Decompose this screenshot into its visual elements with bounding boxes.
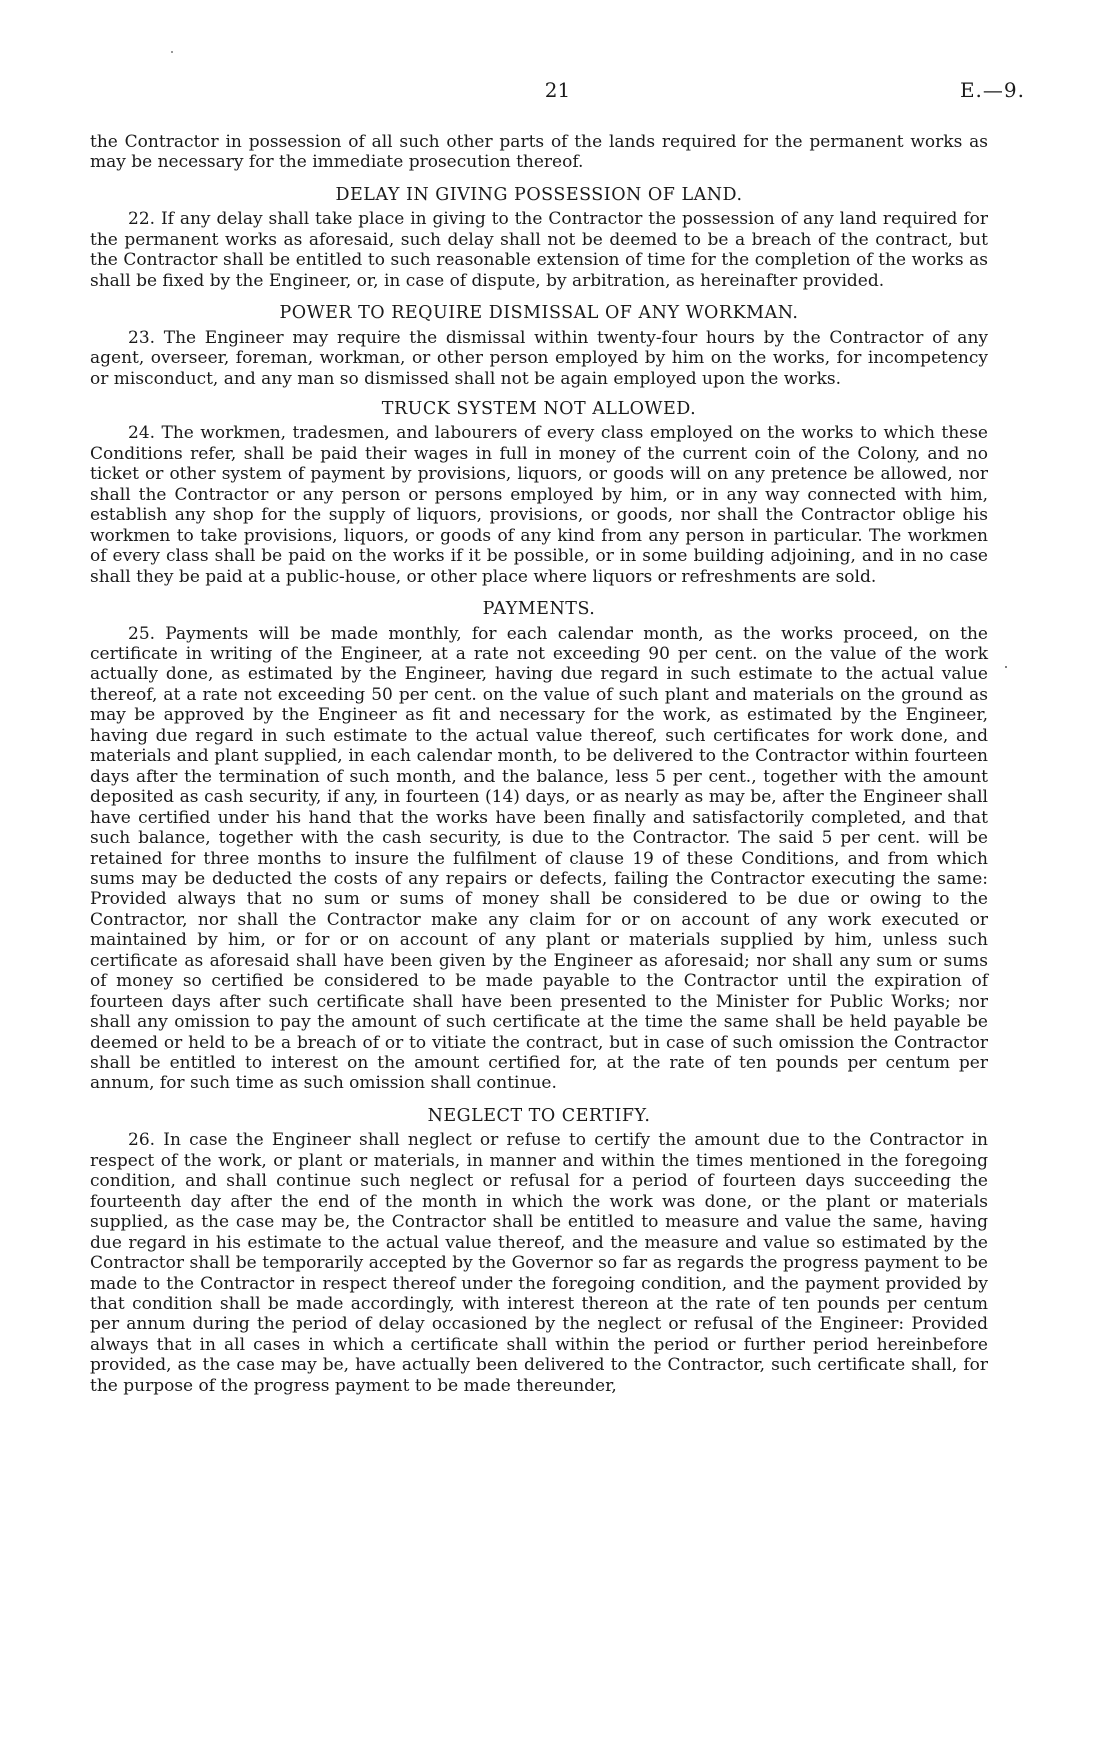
document-series-code: E.—9. [959, 78, 1025, 102]
section-heading-payments: PAYMENTS. [482, 599, 596, 620]
section-heading-delay: DELAY IN GIVING POSSESSION OF LAND. [335, 184, 743, 205]
stray-ink-mark [1005, 666, 1007, 668]
page-number: 21 [544, 78, 571, 102]
section-heading-truck-system: TRUCK SYSTEM NOT ALLOWED. [381, 398, 697, 419]
document-body [90, 132, 988, 1396]
section-heading-dismissal: POWER TO REQUIRE DISMISSAL OF ANY WORKMAN. [279, 303, 799, 324]
clause-23: 23. The Engineer may require the dismissal within twenty-four hours by the Contractor of any agent, overseer, foreman, workman, or other person employed by him on the works, for incompetency or misconduct, and any man so dismissed shall not be again employed upon the works. [90, 327, 988, 389]
clause-24: 24. The workmen, tradesmen, and labourers of every class employed on the works to which these Conditions refer, shall be paid their wages in full in money of the current coin of the Colony, and no ticket or other system of payment by provisions, liquors, or goods will on any pretence be allowed, nor shall the Contractor or any person or persons employed by him, or in any way connected with him, establish any shop for the supply of liquors, provisions, or goods, nor shall the Contractor oblige his workmen to take provisions, liquors, or goods of any kind from any person in particular. The workmen of every class shall be paid on the works if it be possible, or in some building adjoining, and in no case shall they be paid at a public-house, or other place where liquors or refreshments are sold. [90, 423, 988, 587]
continued-paragraph: the Contractor in possession of all such other parts of the lands required for the permanent works as may be necessary for the immediate prosecution thereof. [90, 132, 988, 173]
clause-22: 22. If any delay shall take place in giving to the Contractor the possession of any land required for the permanent works as aforesaid, such delay shall not be deemed to be a breach of the contract, but the Contractor shall be entitled to such reasonable extension of time for the completion of the works as shall be fixed by the Engineer, or, in case of dispute, by arbitration, as hereinafter provided. [90, 209, 988, 291]
clause-26: 26. In case the Engineer shall neglect or refuse to certify the amount due to the Contractor in respect of the work, or plant or materials, in manner and within the times mentioned in the foregoing condition, and shall continue such neglect or refusal for a period of fourteen days succeeding the fourteenth day after the end of the month in which the work was done, or the plant or materials supplied, as the case may be, the Contractor shall be entitled to measure and value the same, having due regard in his estimate to the actual value thereof, and the measure and value so estimated by the Contractor shall be temporarily accepted by the Governor so far as regards the progress payment to be made to the Contractor in respect thereof under the foregoing condition, and the payment provided by that condition shall be made accordingly, with interest thereon at the rate of ten pounds per centum per annum during the period of delay occasioned by the neglect or refusal of the Engineer: Provided always that in all cases in which a certificate shall within the period or further period hereinbefore provided, as the case may be, have actually been delivered to the Contractor, such certificate shall, for the purpose of the progress payment to be made thereunder, [90, 1130, 988, 1396]
page-header [90, 78, 1025, 108]
clause-25: 25. Payments will be made monthly, for each calendar month, as the works proceed, on the certificate in writing of the Engineer, at a rate not exceeding 90 per cent. on the value of the work actually done, as estimated by the Engineer, having due regard in such estimate to the actual value thereof, at a rate not exceeding 50 per cent. on the value of such plant and materials on the ground as may be approved by the Engineer as fit and necessary for the work, as estimated by the Engineer, having due regard in such estimate to the actual value thereof, such certificates for work done, and materials and plant supplied, in each calendar month, to be delivered to the Contractor within fourteen days after the termination of such month, and the balance, less 5 per cent., together with the amount deposited as cash security, if any, in fourteen (14) days, or as nearly as may be, after the Engineer shall have certified under his hand that the works have been finally and satisfactorily completed, and that such balance, together with the cash security, is due to the Contractor. The said 5 per cent. will be retained for three months to insure the fulfilment of clause 19 of these Conditions, and from which sums may be deducted the costs of any repairs or defects, failing the Contractor executing the same: Provided always that no sum or sums of money shall be considered to be due or owing to the Contractor, nor shall the Contractor make any claim for or on account of any work executed or maintained by him, or for or on account of any plant or materials supplied by him, unless such certificate as aforesaid shall have been given by the Engineer as aforesaid; nor shall any sum or sums of money so certified be considered to be made payable to the Contractor until the expiration of fourteen days after such certificate shall have been presented to the Minister for Public Works; nor shall any omission to pay the amount of such certificate at the time the same shall be held payable be deemed or held to be a breach of or to vitiate the contract, but in case of such omission the Contractor shall be entitled to interest on the amount certified for, at the rate of ten pounds per centum per annum, for such time as such omission shall continue. [90, 623, 988, 1094]
stray-ink-dot [171, 51, 173, 53]
section-heading-neglect-to-certify: NEGLECT TO CERTIFY. [427, 1105, 651, 1126]
